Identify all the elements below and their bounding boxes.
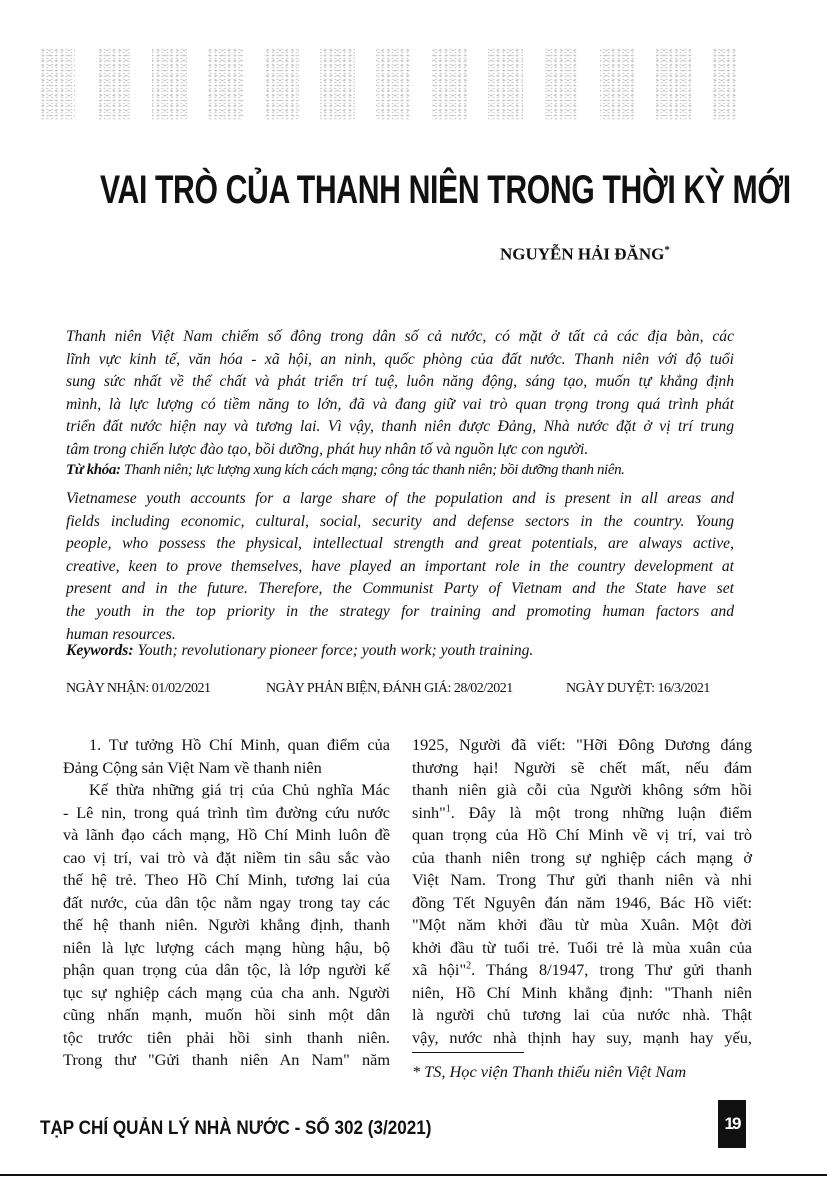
author-footnote-mark: * (664, 244, 670, 256)
text-line: tâm trong chiến lược đào tạo, bồi dưỡng, phát huy nhân tố và nguồn lực con người. (66, 440, 589, 458)
text-line: "Một năm khởi đầu từ mùa Xuân. Một đời (412, 915, 752, 934)
keywords-vietnamese (66, 462, 734, 479)
text-line: Thanh niên Việt Nam chiếm số đông trong dân số cả nước, có mặt ở tất cả các địa bàn, các (66, 328, 734, 345)
text-line: 1925, Người đã viết: "Hỡi Đông Dương đáng (412, 735, 752, 754)
bottom-divider (0, 1174, 827, 1176)
text-segment: xã hội" (412, 960, 467, 979)
text-line: fields including economic, cultural, social, security and defense sectors in the country. Young (66, 512, 734, 530)
text-line: cũng nhấn mạnh, muốn hồi sinh một dân (63, 1005, 390, 1024)
text-line: của thanh niên trong sự nghiệp cách mạng ở (412, 847, 752, 867)
text-line: niên là lực lượng cách mạng hùng hậu, bộ (63, 937, 390, 957)
author-name (500, 244, 670, 265)
body-column-right (412, 734, 752, 1049)
text-line: thương hại! Người sẽ chết mất, nếu đám (412, 757, 752, 777)
text-line: Vietnamese youth accounts for a large share of the population and is present in all areas and (66, 490, 734, 507)
text-line: Trong thư "Gửi thanh niên An Nam" năm (63, 1050, 390, 1069)
article-title: VAI TRÒ CỦA THANH NIÊN TRONG THỜI KỲ MỚI (100, 168, 791, 212)
text-line: là người chủ tương lai của nước nhà. Thật (412, 1005, 752, 1024)
text-line: the youth in the top priority in the strategy for training and promoting human factors and (66, 602, 734, 620)
text-line: tục sự nghiệp cách mạng của cha anh. Người (63, 982, 390, 1002)
journal-name: TẠP CHÍ QUẢN LÝ NHÀ NƯỚC - SỐ 302 (3/2021) (40, 1118, 432, 1139)
body-column-left (63, 734, 390, 1072)
text-line: mình, là lực lượng có tiềm năng to lớn, đã và đang giữ vai trò quan trọng trong quá trình phát (66, 395, 734, 413)
author-footnote: * TS, Học viện Thanh thiếu niên Việt Nam (412, 1062, 687, 1081)
text-line: people, who possess the physical, intellectual strength and great potentials, are always active, (66, 535, 734, 553)
abstract-english (66, 488, 734, 646)
text-line: cao vị trí, vai trò và đặt niềm tin sâu sắc vào (63, 847, 390, 867)
text-line: thế hệ trẻ. Theo Hồ Chí Minh, tương lai của (63, 870, 390, 889)
text-line: sung sức nhất về thể chất và phát triển trí tuệ, luôn năng động, sáng tạo, muốn tự khẳng định (66, 373, 734, 391)
date-approved: NGÀY DUYỆT: 16/3/2021 (566, 681, 710, 696)
text-line: niên, Hồ Chí Minh khẳng định: "Thanh niên (412, 982, 752, 1002)
keywords-text: Youth; revolutionary pioneer force; youth work; youth training. (133, 642, 534, 659)
keywords-label: Từ khóa: (66, 462, 121, 478)
decorative-header-banner (40, 48, 736, 120)
text-line: human resources. (66, 625, 176, 643)
keywords-text: Thanh niên; lực lượng xung kích cách mạng; công tác thanh niên; bồi dưỡng thanh niên. (120, 462, 625, 478)
text-segment: . Đây là một trong những luận điểm (450, 802, 752, 822)
text-line: 1. Tư tưởng Hồ Chí Minh, quan điểm của (89, 735, 390, 754)
page-number: 19 (718, 1100, 746, 1148)
abstract-vietnamese (66, 326, 734, 462)
date-received: NGÀY NHẬN: 01/02/2021 (66, 681, 211, 696)
text-line: Kế thừa những giá trị của Chủ nghĩa Mác (89, 780, 390, 799)
keywords-label: Keywords: (66, 642, 134, 659)
text-line (412, 959, 752, 982)
text-line (412, 802, 752, 825)
keywords-english (66, 642, 533, 660)
text-segment: . Tháng 8/1947, trong Thư gửi thanh (471, 960, 753, 979)
text-line: triển đất nước hiện nay và tương lai. Vì vậy, thanh niên được Đảng, Nhà nước đặt ở vị trí trung (66, 418, 734, 436)
text-line: thế hệ thanh niên. Người khẳng định, thanh (63, 915, 390, 934)
text-line: đất nước, của dân tộc nằm ngay trong tay các (63, 892, 390, 912)
date-reviewed: NGÀY PHẢN BIỆN, ĐÁNH GIÁ: 28/02/2021 (266, 681, 513, 696)
text-line: khởi đầu từ tuổi trẻ. Tuổi trẻ là mùa xuân của (412, 937, 752, 957)
text-line: thanh niên già cỗi của Người không sớm hồi (412, 780, 752, 799)
footnote-divider (412, 1052, 524, 1053)
text-line: đồng Tết Nguyên đán năm 1946, Bác Hồ viết: (412, 892, 752, 912)
text-line: quan trọng của Hồ Chí Minh về vị trí, vai trò (412, 825, 752, 844)
text-line: present and in the future. Therefore, the Communist Party of Vietnam and the State have set (66, 580, 734, 598)
text-line: - Lê nin, trong quá trình tìm đường cứu nước (63, 802, 390, 822)
author-text: NGUYỄN HẢI ĐĂNG (500, 244, 665, 264)
footnote-reference: 2 (466, 960, 472, 972)
text-segment: sinh" (412, 802, 446, 822)
text-line: và lãnh đạo cách mạng, Hồ Chí Minh luôn đề (63, 825, 390, 844)
text-line: phận quan trọng của dân tộc, là lớp người kế (63, 960, 390, 979)
text-line: tộc trước tiên phải hồi sinh thanh niên. (63, 1027, 390, 1047)
text-line: lĩnh vực kinh tế, văn hóa - xã hội, an ninh, quốc phòng của đất nước. Thanh niên với độ tuổi (66, 350, 734, 368)
text-line: vậy, nước nhà thịnh hay suy, mạnh hay yếu, (412, 1027, 752, 1047)
text-line: Việt Nam. Trong Thư gửi thanh niên và nhi (412, 870, 752, 889)
footnote-reference: 1 (445, 803, 451, 815)
text-line: Đảng Cộng sản Việt Nam về thanh niên (63, 757, 322, 777)
text-line: creative, keen to prove themselves, have played an important role in the country development at (66, 557, 734, 575)
